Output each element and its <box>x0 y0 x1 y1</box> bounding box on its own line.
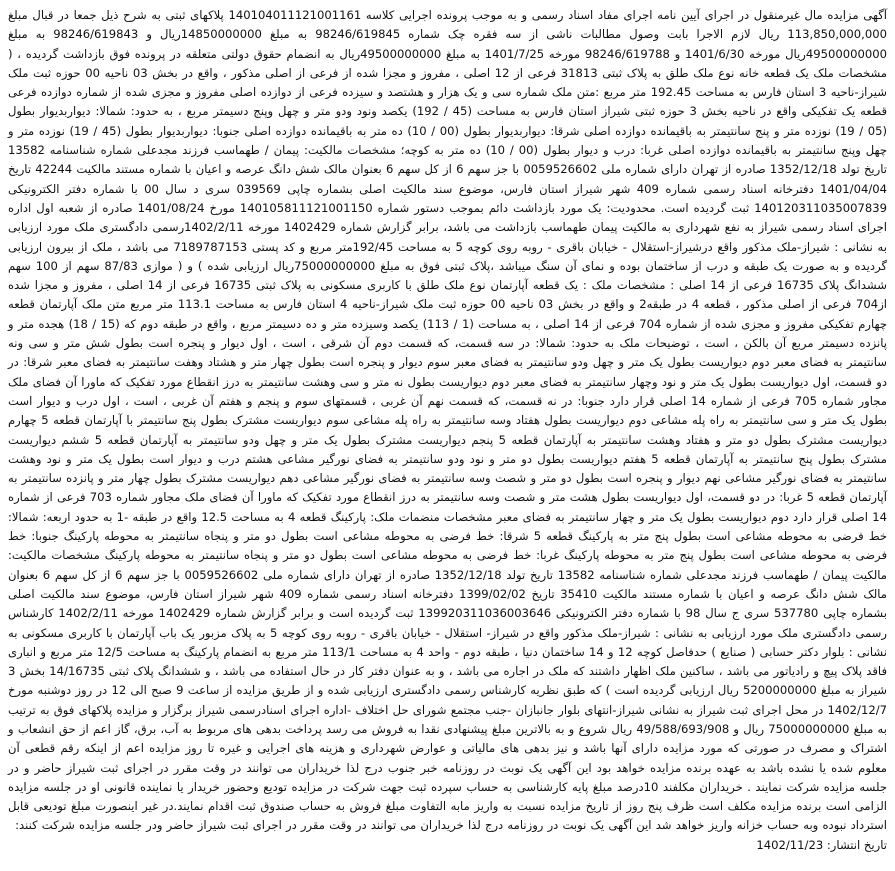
publish-date-line <box>8 836 887 855</box>
publish-date-label: تاریخ انتشار: <box>826 837 887 852</box>
publish-date-value: 1402/11/23 <box>756 837 824 852</box>
notice-body: آگهی مزایده مال غیرمنقول در اجرای آیین نامه اجرای مفاد اسناد رسمی و به موجب پرونده اجرایی کلاسه 140104011121001161 پلاکهای ثبتی به شرح ذیل جمعا در قبال مبلغ 113,850,000,000 ریال لازم الاجرا بابت وصول مطالبات ناشی از سه فقره چک شماره 98246/619845 به مبلغ 14850000000ریال و 98246/619843 به مبلغ 49500000000ریال مورخه 1401/6/30 و 98246/619788 مورخه 1401/7/25 به مبلغ 49500000000ریال به انضمام حقوق دولتی متعلقه در پرونده فوق بازداشت گردیده ، ( مشخصات ملک یک قطعه خانه نوع ملک طلق به پلاک ثبتی 31813 فرعی از 12 اصلی ، مفروز و مجزا شده از فرعی از اصلی مذکور ، واقع در بخش 03 ناحیه 00 حوزه ثبت ملک شیراز-ناحیه 3 استان فارس به مساحت 192.45 متر مربع :متن ملک شماره سی و یک هزار و هشتصد و سیزده فرعی از دوازده اصلی مفروز و مجزی شده از شماره دوازده فرعی قطعه یک تفکیکی واقع در ناحیه بخش 3 حوزه ثبتی شیراز استان فارس به مساحت (45 / 192) یکصد ونود ودو متر و چهل وپنج دسیمتر مربع ، به حدود: شمالا: دیواربدیوار بطول (05 / 19) نوزده متر و پنج سانتیمتر به باقیمانده دوازده اصلی شرقا: دیواربدیوار بطول (00 / 10) ده متر به باقیمانده دوازده اصلی جنوبا: دیواربدیوار بطول (45 / 19) نوزده متر و چهل وپنج سانتیمتر به باقیمانده دوازده اصلی غربا: درب و دیوار بطول (00 / 10) ده متر به کوچه؛ مشخصات مالکیت: پیمان / طهماسب فرزند مجدعلی شماره شناسنامه 13582 تاریخ تولد 1352/12/18 صادره از تهران دارای شماره ملی 0059526602 با جز سهم 6 از کل سهم 6 بعنوان مالک شش دانگ عرصه و اعیان با شماره مستند مالکیت 42244 تاریخ 1401/04/04 دفترخانه اسناد رسمی شماره 409 شهر شیراز استان فارس، موضوع سند مالکیت اصلی بشماره چاپی 039569 سری د سال 00 با شماره دفتر الکترونیکی 140120311035007839 ثبت گردیده است. محدودیت: یک مورد بازداشت دائم بموجب دستور شماره 140105811121001150 مورخ 1401/08/24 صادره از شعبه اول اداره اجرای اسناد رسمی شیراز به نفع شهرداری به مالکیت پیمان طهماسب بازداشت می باشد، برابر گزارش شماره 1402429 مورخه 1402/2/11رسمی دادگستری ملک مورد ارزیابی به نشانی : شیراز-ملک مذکور واقع درشیراز-استقلال - خیابان باقری - روبه روی کوچه 5 به مساحت 192/45متر مربع و کد پستی 7189787153 می باشد ، ملک از بیرون ارزیابی گردیده و به صورت یک طبقه و درب از ساختمان بوده و نمای آن سنگ میباشد ،پلاک ثبتی فوق به مبلغ 75000000000ریال ارزیابی شده ) و ( موازی 87/83 سهم از 100 سهم ششدانگ پلاک 16735 فرعی از 14 اصلی : مشخصات ملک : یک قطعه آپارتمان نوع ملک طلق با کاربری مسکونی به پلاک ثبتی 16735 فرعی از 14 اصلی ، مفروز و مجزا شده از704 فرعی از اصلی مذکور ، قطعه 4 در طبقه2 و واقع در بخش 03 ناحیه 00 حوزه ثبت ملک شیراز-ناحیه 4 استان فارس به مساحت 113.1 متر مربع متن ملک آپارتمان قطعه چهارم تفکیکی مفروز و مجزی شده از شماره 704 فرعی از 14 اصلی ، به مساحت (1 / 113) یکصد وسیزده متر و ده دسیمتر مربع ، واقع در طبقه دوم که (15 / 18) هجده متر و پانزده دسیمتر مربع آن بالکن ، است ، توضیحات ملک به حدود: شمالا: در سه قسمت، که قسمت دوم آن شرقی ، است ، اول دیوار و پنجره است بطول شش متر و سی ونه سانتیمتر به فضای معبر دوم دیواریست بطول یک متر و چهل ودو سانتیمتر به فضای معبر سوم دیوار و پنجره است بطول چهار متر و هشتاد وهفت سانتیمتر به فضای معبر شرقا: در دو قسمت، اول دیواریست بطول یک متر و نود وچهار سانتیمتر به فضای معبر دوم دیواریست بطول نه متر و سی وهشت سانتیمتر به درز انقطاع مورد تفکیک که ماورا آن فضای ملک مجاور شماره 705 فرعی از شماره 14 اصلی قرار دارد جنوبا: در نه قسمت، که قسمت نهم آن غربی ، قسمتهای سوم و پنجم و هفتم آن غربی ، است ، اول درب و دیوار است بطول یک متر و سی سانتیمتر به راه پله مشاعی دوم دیواریست بطول هفتاد وسه سانتیمتر به راه پله مشاعی سوم دیواریست مشترک بطول پنج سانتیمتر با آپارتمان قطعه 5 چهارم دیواریست مشترک بطول دو متر و هفتاد وهشت سانتیمتر به آپارتمان قطعه 5 پنجم دیواریست مشترک بطول یک متر و چهل ودو سانتیمتر به آپارتمان قطعه 5 ششم دیواریست مشترک بطول پنج سانتیمتر به آپارتمان قطعه 5 هفتم دیواریست بطول دو متر و نود ودو سانتیمتر به فضای نورگیر مشاعی هشتم درب و دیوار است بطول یک متر و نود وهشت سانتیمتر به فضای نورگیر مشاعی نهم دیوار و پنجره است بطول دو متر و شصت وسه سانتیمتر به فضای نورگیر مشاعی دهم دیواریست مشترک بطول چهار متر و پانزده سانتیمتر به آپارتمان قطعه 5 غربا: در دو قسمت، اول دیواریست بطول هشت متر و شصت وسه سانتیمتر به درز انقطاع مورد تفکیک که ماورا آن فضای ملک مجاور شماره 703 فرعی از شماره 14 اصلی قرار دارد دوم دیواریست بطول یک متر و چهار سانتیمتر به فضای معبر مشخصات منضمات ملک: پارکینگ قطعه 4 به مساحت 12.5 واقع در طبقه -1 به حدود اربعه: شمالا: خط فرضی به محوطه مشاعی است بطول پنج متر به پارکینگ قطعه 5 شرقا: خط فرضی به محوطه مشاعی است بطول دو متر و پنجاه سانتیمتر به محوطه پارکینگ جنوبا: خط فرضی به محوطه مشاعی است بطول پنج متر به محوطه پارکینگ غربا: خط فرضی به محوطه مشاعی است بطول دو متر و پنجاه سانتیمتر به محوطه پارکینگ مشخصات مالکیت: مالکیت پیمان / طهماسب فرزند مجدعلی شماره شناسنامه 13582 تاریخ تولد 1352/12/18 صادره از تهران دارای شماره ملی 0059526602 با جز سهم 6 از کل سهم 6 بعنوان مالک شش دانگ عرصه و اعیان با شماره مستند مالکیت 35410 تاریخ 1399/02/02 دفترخانه اسناد رسمی شماره 409 شهر شیراز استان فارس، موضوع سند مالکیت اصلی بشماره چاپی 537780 سری ج سال 98 با شماره دفتر الکترونیکی 139920311036003646 ثبت گردیده است و برابر گزارش شماره 1402429 مورخه 1402/2/11 کارشناس رسمی دادگستری ملک مورد ارزیابی به نشانی : شیراز-ملک مذکور واقع در شیراز- استقلال - خیابان باقری - روبه روی کوچه 5 به پلاک مزبور یک باب آپارتمان با کاربری مسکونی به نشانی : بلوار دکتر حسابی ( صنایع ) حدفاصل کوچه 12 و 14 ساختمان دنیا ، طبقه دوم - واحد 4 به مساحت 113/1 متر مربع به انضمام پارکینگ به مساحت 12/5 متر مربع و انباری فاقد پلاک پیچ و رادیاتور می باشد ، ساکنین ملک اظهار داشتند که ملک در اجاره می باشد ، و به عنوان دفتر کار در حال استفاده می باشد ، و ششدانگ پلاک ثبتی 14/16735 بخش 3 شیراز به مبلغ 5200000000 ریال ارزیابی گردیده است ) که طبق نظریه کارشناس رسمی دادگستری ارزیابی شده و از طریق مزایده از ساعت 9 صبح الی 12 در روز دوشنبه مورخ 1402/12/7 در محل اجرای ثبت شیراز به نشانی شیراز-انتهای بلوار جانبازان -جنب مجتمع شورای حل اختلاف -اداره اجرای اسنادرسمی شیراز برگزار و مزایده پلاکهای فوق به ترتیب به مبلغ 75000000000 ریال و 49/588/693/908 ریال شروع و به بالاترین مبلغ پیشنهادی نقدا به فروش می رسد پرداخت بدهی های مربوط به آب، برق، گاز اعم از حق انشعاب و اشتراک و مصرف در صورتی که مورد مزایده دارای آنها باشد و نیز بدهی های مالیاتی و عوارض شهرداری و هزینه های اجرایی و غیره تا روز مزایده اعم از اینکه رقم قطعی آن معلوم شده یا نشده باشد به عهده برنده مزایده خواهد بود این آگهی یک نوبت در روزنامه خبر جنوب درج لذا خریداران می توانند در وقت مقرر در اجرای ثبت شیراز حاضر و در جلسه مزایده شرکت نمایند . خریداران مکلفند 10درصد مبلغ پایه کارشناسی به حساب سپرده ثبت جهت شرکت در مزایده تودیع وحضور خریدار یا نماینده قانونی او در جلسه مزایده الزامی است برنده مزایده مکلف است ظرف پنج روز از تاریخ مزایده نسبت به واریز مابه التفاوت مبلغ فروش به حساب صندوق ثبت اقدام نمایند.در غیر اینصورت مبلغ تودیعی قابل استرداد نبوده وبه حساب خزانه واریز خواهد شد این آگهی یک نوبت در روزنامه درج لذا خریداران می توانند در وقت مقرر در اجرای ثبت شیراز حاضر ودر جلسه مزایده شرکت کنند: <box>8 8 888 833</box>
